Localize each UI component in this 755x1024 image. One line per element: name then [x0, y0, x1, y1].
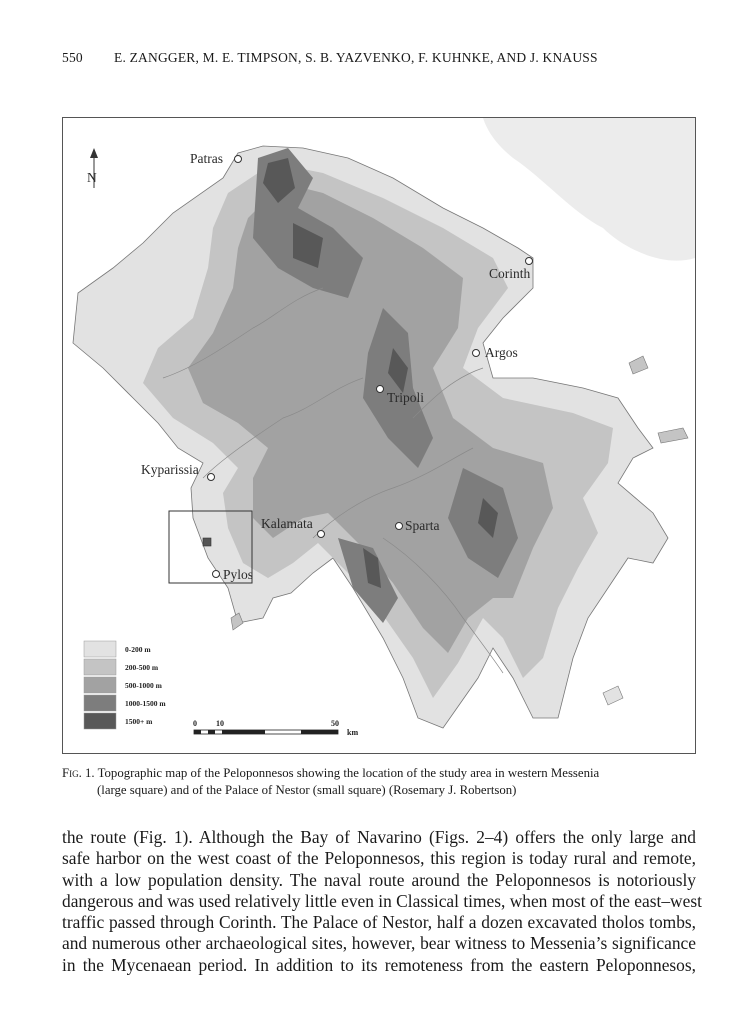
body-line: in the Mycenaean period. In addition to its remoteness from the eastern Peloponnesos,	[62, 954, 696, 975]
scale-label-ten: 10	[216, 719, 224, 728]
legend-swatch-3	[84, 695, 116, 711]
caption-line-1: Topographic map of the Peloponnesos showing the location of the study area in western Messenia	[97, 766, 600, 780]
palace-small-square	[203, 538, 211, 546]
scale-bar	[193, 719, 358, 737]
scale-unit: km	[347, 728, 359, 737]
legend-swatch-1	[84, 659, 116, 675]
legend-label-3: 1000-1500 m	[125, 699, 166, 708]
body-line: and numerous other archaeological sites, however, bear witness to Messenia’s significance	[62, 933, 696, 954]
body-line: with a low population density. The naval route around the Peloponnesos is notoriously	[62, 869, 696, 890]
island	[603, 686, 623, 705]
figure-caption	[62, 765, 702, 799]
body-line: dangerous and was used relatively little even in Classical times, when most of the east–west	[62, 890, 702, 911]
legend-label-2: 500-1000 m	[125, 681, 162, 690]
body-line: traffic passed through Corinth. The Palace of Nestor, half a dozen excavated tholos tombs,	[62, 912, 696, 933]
legend-swatch-2	[84, 677, 116, 693]
mainland-background	[483, 118, 695, 261]
body-line: the route (Fig. 1). Although the Bay of Navarino (Figs. 2–4) offers the only large and	[62, 827, 696, 847]
town-label-sparta: Sparta	[405, 518, 440, 533]
island	[658, 428, 688, 443]
legend-label-4: 1500+ m	[125, 717, 153, 726]
scale-label-fifty: 50	[331, 719, 339, 728]
town-label-kyparissia: Kyparissia	[141, 462, 199, 477]
island	[629, 356, 648, 374]
body-line: safe harbor on the west coast of the Peloponnesos, this region is today rural and remote,	[62, 848, 696, 869]
scale-label-zero: 0	[193, 719, 197, 728]
body-paragraph	[62, 827, 702, 976]
legend-label-1: 200-500 m	[125, 663, 159, 672]
elevation-legend	[84, 641, 166, 729]
town-label-pylos: Pylos	[223, 567, 254, 582]
town-label-corinth: Corinth	[489, 266, 531, 281]
running-header	[62, 50, 702, 66]
caption-line-2: (large square) and of the Palace of Nestor (small square) (Rosemary J. Robertson)	[97, 783, 517, 797]
page-number: 550	[62, 50, 83, 65]
town-label-kalamata: Kalamata	[261, 516, 313, 531]
legend-swatch-4	[84, 713, 116, 729]
legend-label-0: 0-200 m	[125, 645, 151, 654]
town-label-patras: Patras	[190, 151, 223, 166]
author-line: E. ZANGGER, M. E. TIMPSON, S. B. YAZVENKO, F. KUHNKE, AND J. KNAUSS	[114, 50, 598, 65]
town-label-argos: Argos	[485, 345, 518, 360]
topographic-map	[62, 117, 696, 754]
town-label-tripoli: Tripoli	[387, 390, 425, 405]
caption-lead: Fig. 1.	[62, 766, 95, 780]
legend-swatch-0	[84, 641, 116, 657]
north-label: N	[87, 170, 97, 185]
map-svg	[63, 118, 695, 753]
